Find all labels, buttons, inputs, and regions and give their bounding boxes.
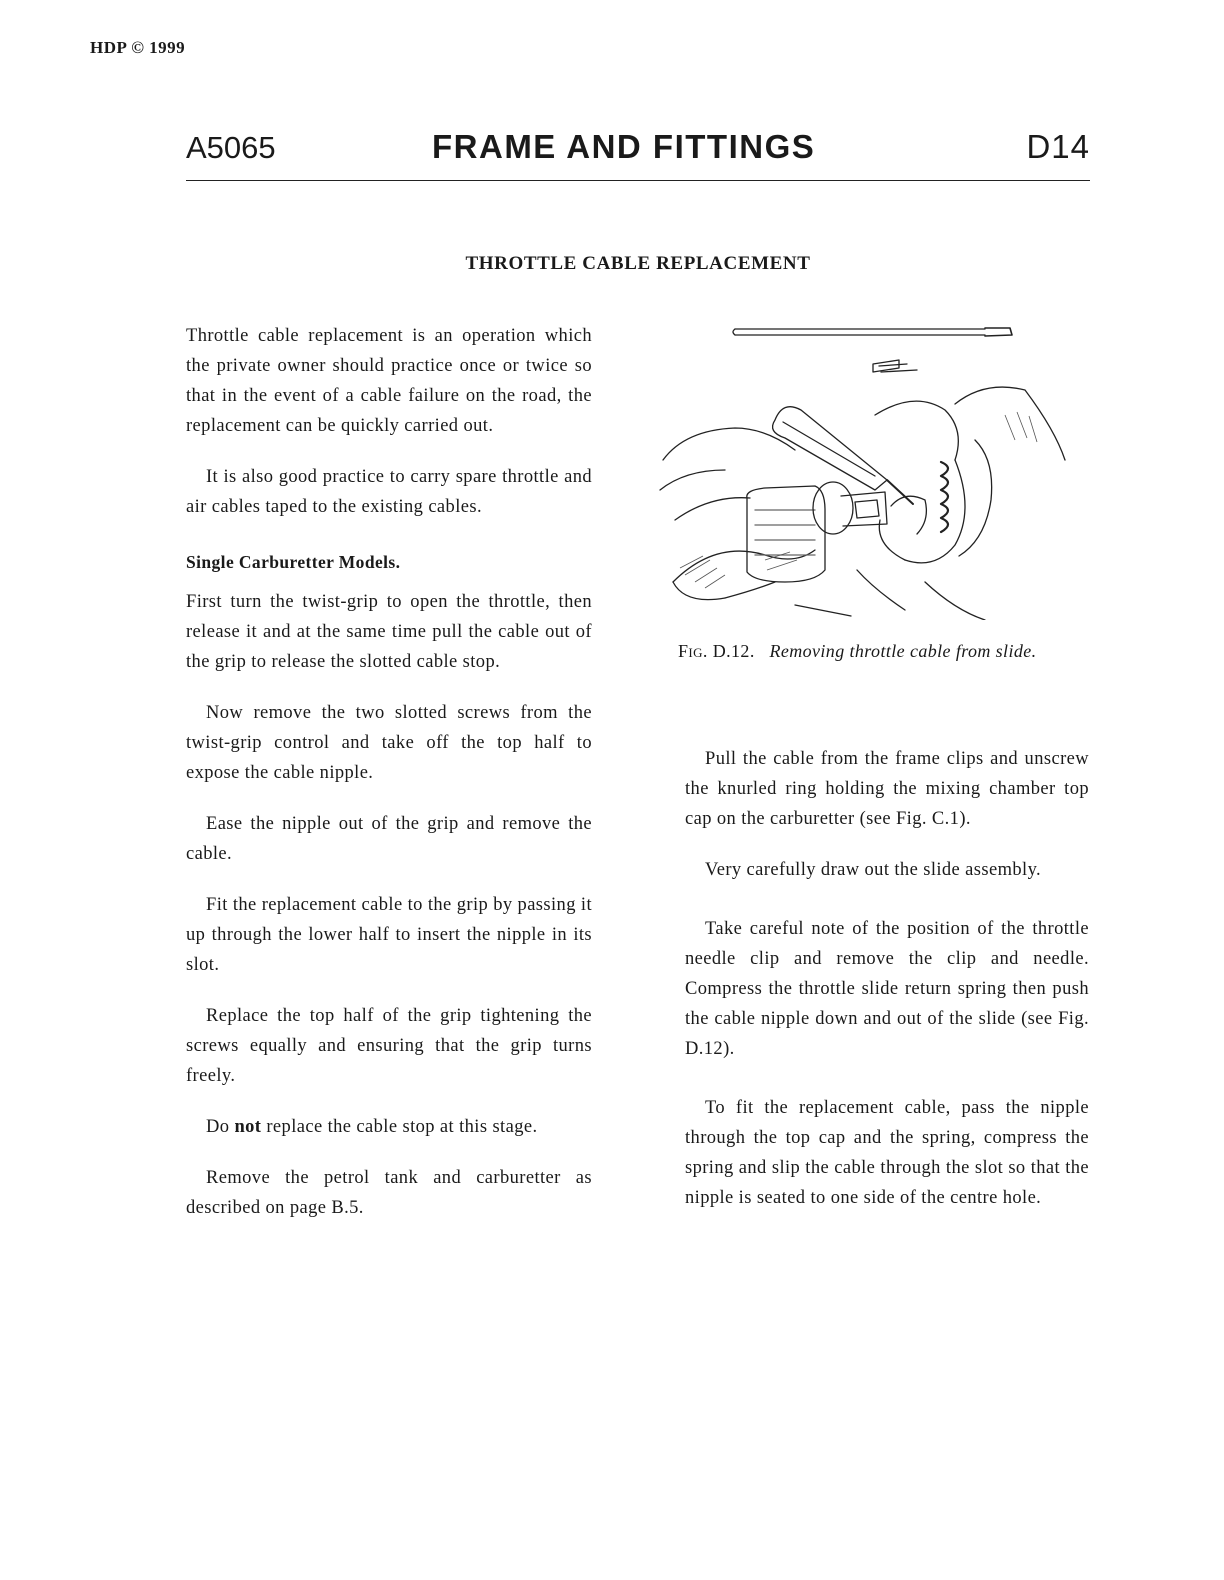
- paragraph: Take careful note of the position of the throttle needle clip and remove the clip and needle. Compress the throttle slide return spring then push the cable nipple down and out of the slide (see Fig. D.12).: [685, 919, 1089, 1059]
- paragraph: First turn the twist-grip to open the throttle, then release it and at the same time pull the cable out of the grip to release the slotted cable stop.: [186, 592, 592, 672]
- paragraph: Fit the replacement cable to the grip by passing it up through the lower half to insert the nipple in its slot.: [186, 895, 592, 975]
- emphasis: not: [234, 1117, 262, 1137]
- text-run: replace the cable stop at this stage.: [261, 1117, 538, 1137]
- paragraph: Ease the nipple out of the grip and remove the cable.: [186, 814, 592, 864]
- manual-code: A5065: [186, 130, 276, 165]
- paragraph: [186, 1112, 592, 1142]
- right-column: [685, 744, 1089, 1213]
- text-run: Do: [206, 1117, 235, 1137]
- subheading: Single Carburetter Models.: [186, 552, 401, 572]
- copyright-notice: HDP © 1999: [90, 38, 186, 57]
- left-column: [186, 321, 592, 1223]
- section-title: THROTTLE CABLE REPLACEMENT: [465, 253, 811, 274]
- chapter-title: FRAME AND FITTINGS: [432, 128, 816, 165]
- figure-caption-text: Removing throttle cable from slide.: [769, 641, 1037, 661]
- paragraph: Throttle cable replacement is an operation which the private owner should practice once or twice so that in the event of a cable failure on the road, the replacement can be quickly carried out.: [186, 326, 592, 436]
- paragraph: It is also good practice to carry spare throttle and air cables taped to the existing cables.: [186, 467, 592, 517]
- paragraph: Remove the petrol tank and carburetter as described on page B.5.: [186, 1168, 592, 1218]
- paragraph: To fit the replacement cable, pass the nipple through the top cap and the spring, compress the spring and slip the cable through the slot so that the nipple is seated to one side of the centre hole.: [685, 1098, 1089, 1208]
- paragraph: Now remove the two slotted screws from the twist-grip control and take off the top half to expose the cable nipple.: [186, 703, 592, 783]
- figure-number: Fig. D.12.: [678, 641, 755, 661]
- paragraph: Replace the top half of the grip tightening the screws equally and ensuring that the grip turns freely.: [186, 1006, 592, 1086]
- throttle-slide-drawing: [655, 320, 1095, 620]
- figure-caption: [678, 641, 1098, 662]
- page-number: D14: [1026, 128, 1090, 165]
- paragraph: Pull the cable from the frame clips and unscrew the knurled ring holding the mixing chamber top cap on the carburetter (see Fig. C.1).: [685, 749, 1089, 829]
- figure-illustration: [655, 320, 1095, 620]
- page-header: [186, 128, 1090, 181]
- paragraph: Very carefully draw out the slide assembly.: [705, 860, 1042, 880]
